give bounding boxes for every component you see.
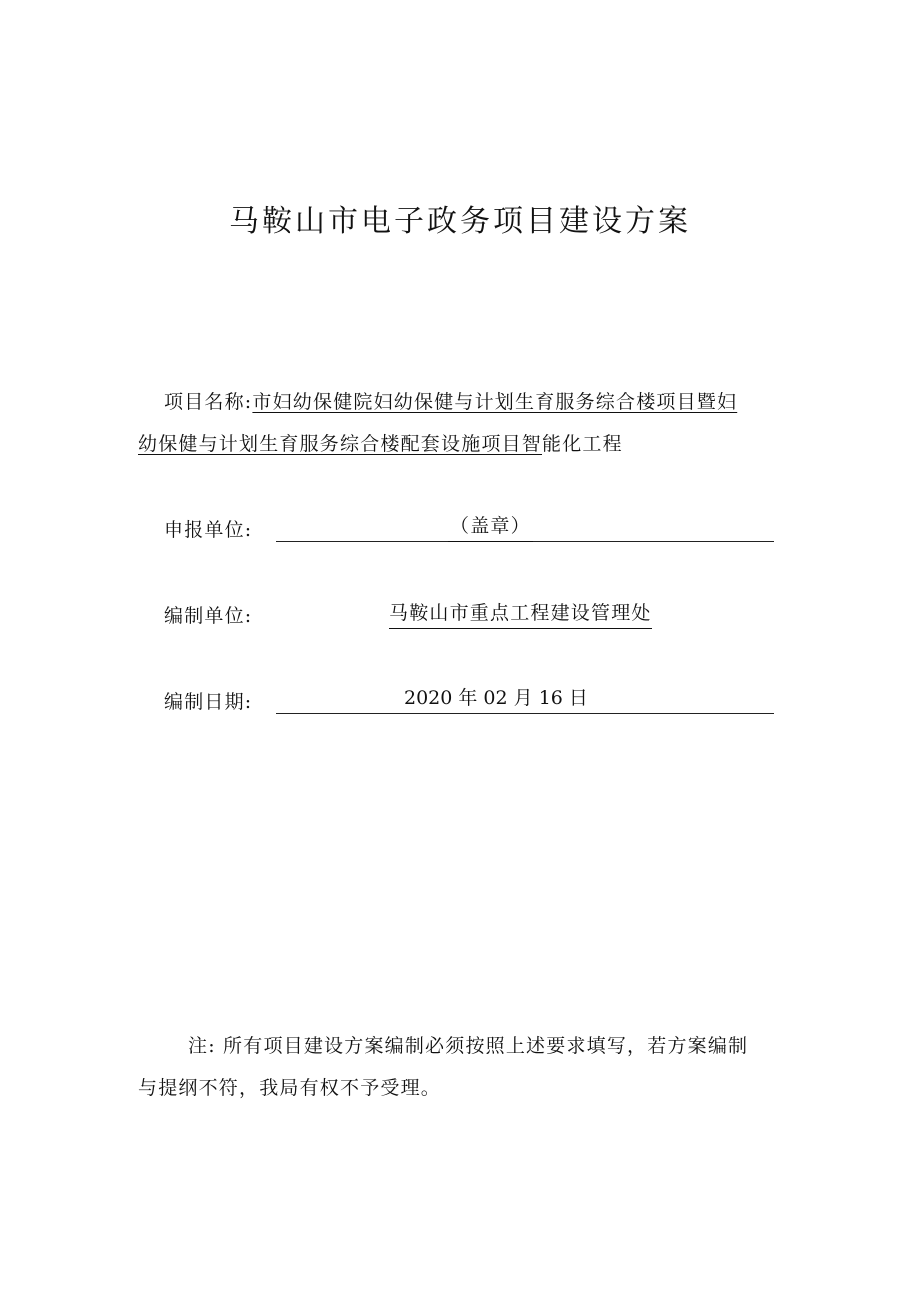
- applicant-label: 申报单位:: [164, 519, 253, 541]
- compiler-field: [276, 598, 774, 628]
- date-label: 编制日期:: [164, 691, 253, 713]
- applicant-row: [164, 508, 774, 542]
- date-row: [164, 680, 774, 714]
- project-name-label: 项目名称:: [164, 391, 253, 413]
- project-name-value-part-2: 幼保健与计划生育服务综合楼配套设施项目智: [138, 433, 543, 455]
- applicant-field: [276, 511, 774, 542]
- note-line-1: 注: 所有项目建设方案编制必须按照上述要求填写，若方案编制: [188, 1035, 749, 1057]
- date-field: [276, 683, 774, 714]
- project-name-value-part-1: 市妇幼保健院妇幼保健与计划生育服务综合楼项目暨妇: [252, 391, 738, 413]
- project-name-block: [138, 381, 788, 465]
- applicant-value: （盖章）: [448, 511, 533, 542]
- note-block: [138, 1025, 788, 1109]
- compiler-row: [164, 594, 774, 628]
- date-value: 2020 年 02 月 16 日: [404, 687, 588, 709]
- compiler-value: 马鞍山市重点工程建设管理处: [389, 598, 652, 629]
- document-title: 马鞍山市电子政务项目建设方案: [229, 204, 691, 239]
- compiler-label: 编制单位:: [164, 605, 253, 627]
- note-line-2: 与提纲不符，我局有权不予受理。: [138, 1077, 442, 1099]
- project-name-value-tail: 能化工程: [542, 433, 623, 455]
